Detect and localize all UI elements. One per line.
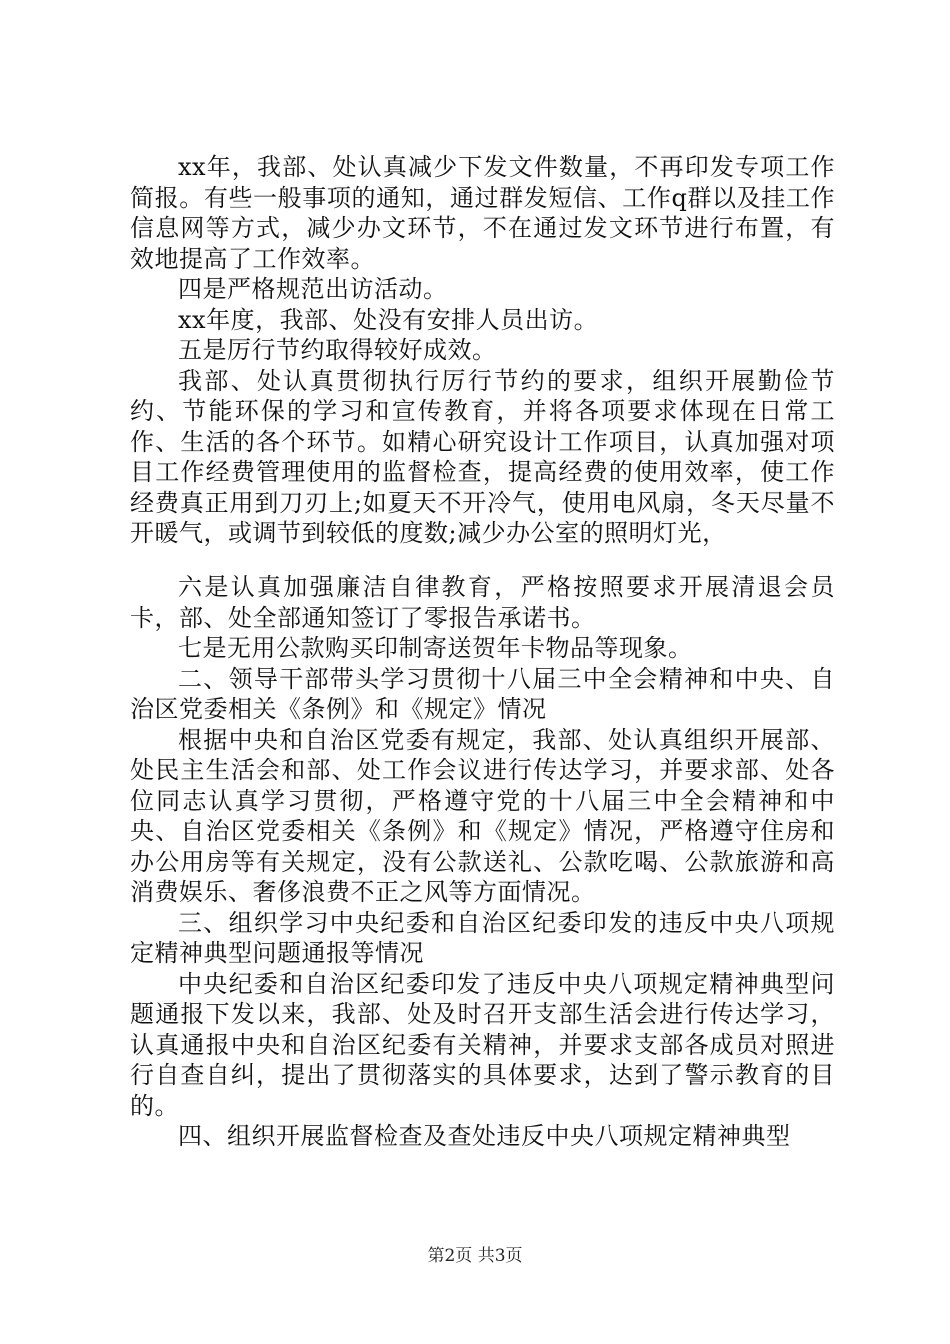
text-block-upper — [130, 152, 835, 549]
paragraph: 中央纪委和自治区纪委印发了违反中央八项规定精神典型问题通报下发以来，我部、处及时召开支部生活会进行传达学习，认真通报中央和自治区纪委有关精神，并要求支部各成员对照进行自查自纠，提出了贯彻落实的具体要求，达到了警示教育的目的。 — [130, 969, 835, 1120]
paragraph: xx年度，我部、处没有安排人员出访。 — [178, 305, 599, 334]
paragraph: xx年，我部、处认真减少下发文件数量，不再印发专项工作简报。有些一般事项的通知，通过群发短信、工作q群以及挂工作信息网等方式，减少办文环节，不在通过发文环节进行布置，有效地提高了工作效率。 — [130, 153, 835, 273]
paragraph: 四是严格规范出访活动。 — [178, 275, 448, 303]
section-heading: 二、领导干部带头学习贯彻十八届三中全会精神和中央、自治区党委相关《条例》和《规定》情况 — [130, 664, 835, 723]
section-heading: 三、组织学习中央纪委和自治区纪委印发的违反中央八项规定精神典型问题通报等情况 — [130, 908, 835, 967]
paragraph: 根据中央和自治区党委有规定，我部、处认真组织开展部、处民主生活会和部、处工作会议进行传达学习，并要求部、处各位同志认真学习贯彻，严格遵守党的十八届三中全会精神和中央、自治区党委相关《条例》和《规定》情况，严格遵守住房和办公用房等有关规定，没有公款送礼、公款吃喝、公款旅游和高消费娱乐、奢侈浪费不正之风等方面情况。 — [130, 725, 835, 906]
section-heading: 四、组织开展监督检查及查处违反中央八项规定精神典型 — [178, 1122, 791, 1150]
paragraph: 五是厉行节约取得较好成效。 — [178, 336, 497, 364]
paragraph: 我部、处认真贯彻执行厉行节约的要求，组织开展勤俭节约、节能环保的学习和宣传教育，并将各项要求体现在日常工作、生活的各个环节。如精心研究设计工作项目，认真加强对项目工作经费管理使用的监督检查，提高经费的使用效率，使工作经费真正用到刀刃上;如夏天不开冷气，使用电风扇，冬天尽量不开暖气，或调节到较低的度数;减少办公室的照明灯光， — [130, 366, 835, 547]
paragraph: 六是认真加强廉洁自律教育，严格按照要求开展清退会员卡，部、处全部通知签订了零报告承诺书。 — [130, 573, 835, 632]
page-number-footer: 第2页 共3页 — [427, 1246, 523, 1266]
paragraph: 七是无用公款购买印制寄送贺年卡物品等现象。 — [178, 634, 693, 662]
text-block-lower — [130, 572, 835, 1152]
